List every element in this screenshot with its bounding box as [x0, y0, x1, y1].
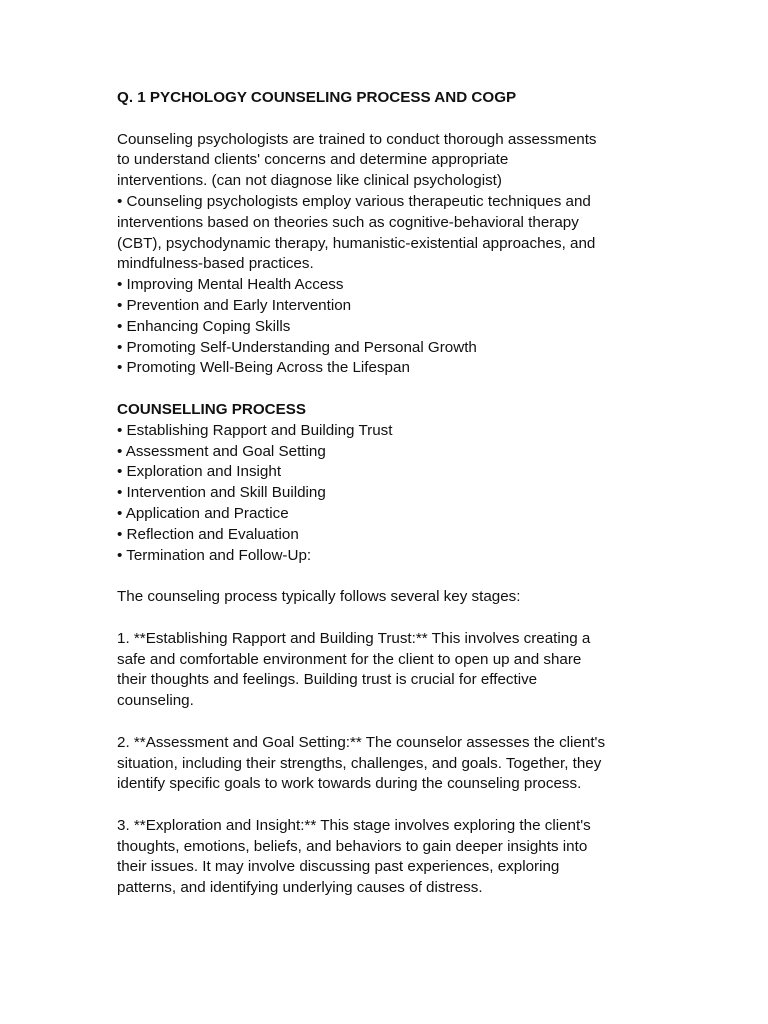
document-page [117, 88, 657, 899]
intro-bullet: • Improving Mental Health Access [117, 276, 344, 294]
process-bullet: • Termination and Follow-Up: [117, 546, 312, 564]
spacer [117, 566, 657, 587]
stage-3-line: 3. **Exploration and Insight:** This stage involves exploring the client's [117, 816, 591, 834]
intro-line: (CBT), psychodynamic therapy, humanistic-existential approaches, and [117, 234, 596, 252]
process-bullet: • Application and Practice [117, 504, 289, 522]
intro-line: to understand clients' concerns and determine appropriate [117, 151, 509, 169]
process-bullet: • Assessment and Goal Setting [117, 442, 326, 460]
intro-bullet: • Promoting Well-Being Across the Lifespan [117, 359, 410, 377]
intro-bullet: • Promoting Self-Understanding and Personal Growth [117, 338, 477, 356]
stage-2-line: situation, including their strengths, challenges, and goals. Together, they [117, 754, 602, 772]
intro-line: mindfulness-based practices. [117, 255, 314, 273]
stage-3-line: patterns, and identifying underlying causes of distress. [117, 879, 483, 897]
stages-intro: The counseling process typically follows several key stages: [117, 588, 521, 606]
intro-line: Counseling psychologists are trained to conduct thorough assessments [117, 130, 597, 148]
intro-bullet: • Enhancing Coping Skills [117, 317, 291, 335]
stage-3-line: thoughts, emotions, beliefs, and behaviors to gain deeper insights into [117, 837, 588, 855]
process-bullet: • Intervention and Skill Building [117, 484, 326, 502]
intro-bullet: • Prevention and Early Intervention [117, 296, 352, 314]
spacer [117, 795, 657, 816]
intro-line: • Counseling psychologists employ various therapeutic techniques and [117, 192, 591, 210]
stage-1-line: counseling. [117, 692, 194, 710]
intro-line: interventions based on theories such as cognitive-behavioral therapy [117, 213, 579, 231]
process-bullet: • Exploration and Insight [117, 463, 282, 481]
process-heading: COUNSELLING PROCESS [117, 400, 307, 418]
stage-1-line: their thoughts and feelings. Building trust is crucial for effective [117, 671, 538, 689]
intro-line: interventions. (can not diagnose like clinical psychologist) [117, 172, 502, 190]
stage-2-line: identify specific goals to work towards during the counseling process. [117, 775, 582, 793]
process-bullet: • Reflection and Evaluation [117, 525, 299, 543]
stage-1-line: 1. **Establishing Rapport and Building Trust:** This involves creating a [117, 629, 591, 647]
spacer [117, 379, 657, 400]
spacer [117, 608, 657, 629]
spacer [117, 109, 657, 130]
stage-3-line: their issues. It may involve discussing past experiences, exploring [117, 858, 560, 876]
spacer [117, 712, 657, 733]
stage-2-line: 2. **Assessment and Goal Setting:** The counselor assesses the client's [117, 733, 606, 751]
stage-1-line: safe and comfortable environment for the client to open up and share [117, 650, 582, 668]
process-bullet: • Establishing Rapport and Building Trust [117, 421, 393, 439]
document-title: Q. 1 PYCHOLOGY COUNSELING PROCESS AND COGP [117, 89, 517, 106]
